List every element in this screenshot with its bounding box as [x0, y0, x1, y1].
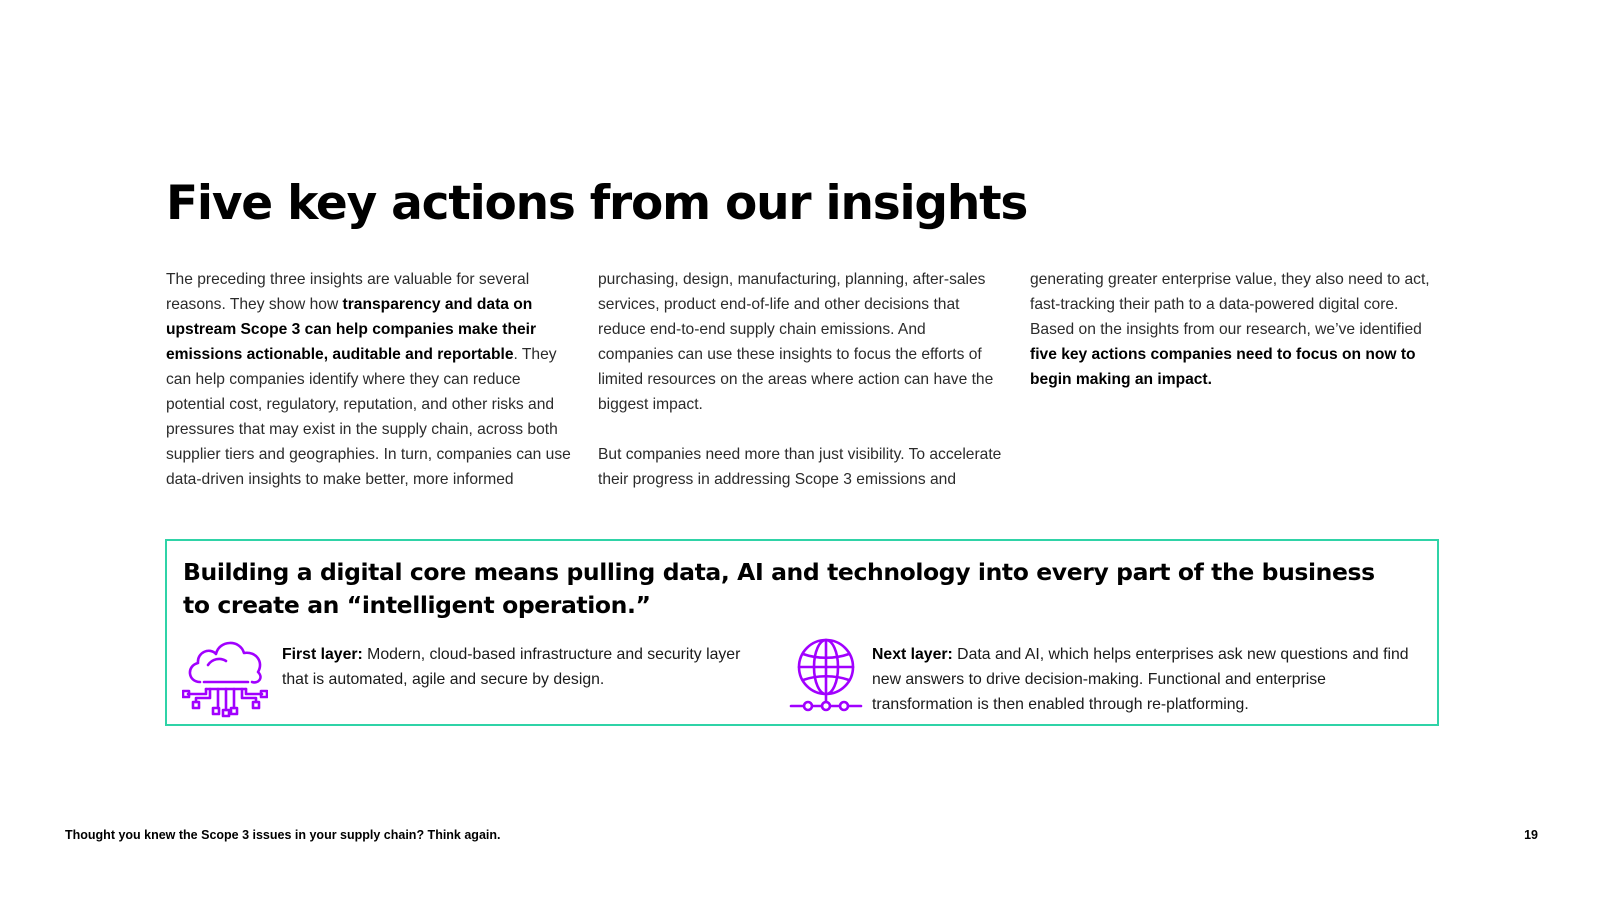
globe-network-icon: [783, 636, 869, 722]
next-layer-text: [872, 642, 1417, 717]
first-layer-text: [282, 642, 762, 692]
footer-title: Thought you knew the Scope 3 issues in your supply chain? Think again.: [65, 828, 501, 842]
intro-p1-end: . They can help companies identify where they can reduce potential cost, regulatory, reputation, and other risks and pressures that may exist in the supply chain, across both supplier tiers and geographies. In turn, companies can use data-driven insights to make better, more informed purchasing, design, manufacturing, planning, after-sales services, product end-of-life and other decisions that reduce end-to-end supply chain emissions. And companies can use these insights to focus the efforts of limited resources on the areas where action can have the biggest impact.: [166, 271, 994, 488]
first-layer-label: First layer:: [282, 646, 363, 663]
intro-p1-start: The preceding three insights are valuable for several reasons. They show how: [166, 271, 530, 313]
intro-p2-start: But companies need more than just visibility. To accelerate their progress in addressing Scope 3 emissions and generating greater enterprise value, they also need to act, fast-tracking their path to a data-powered digital core. Based on the insights from our research, we’ve identified: [598, 271, 1430, 488]
next-layer-label: Next layer:: [872, 646, 953, 663]
intro-p2-highlight: five key actions companies need to focus on now to begin making an impact.: [1030, 346, 1416, 388]
digital-core-callout: [165, 539, 1439, 726]
first-layer-description: Modern, cloud-based infrastructure and security layer that is automated, agile and secure by design.: [282, 646, 741, 688]
page-number: 19: [1524, 828, 1538, 842]
page-title: Five key actions from our insights: [166, 176, 1028, 231]
intro-text: [166, 267, 1436, 497]
cloud-circuit-icon: [182, 632, 268, 718]
next-layer-description: Data and AI, which helps enterprises ask new questions and find new answers to drive decision-making. Functional and enterprise transformation is then enabled through re-platforming.: [872, 646, 1409, 713]
intro-p1-highlight: transparency and data on upstream Scope 3 can help companies make their emissions actionable, auditable and reportable: [166, 296, 537, 363]
callout-title: Building a digital core means pulling data, AI and technology into every part of the business to create an “intelligent operation.”: [183, 558, 1375, 619]
